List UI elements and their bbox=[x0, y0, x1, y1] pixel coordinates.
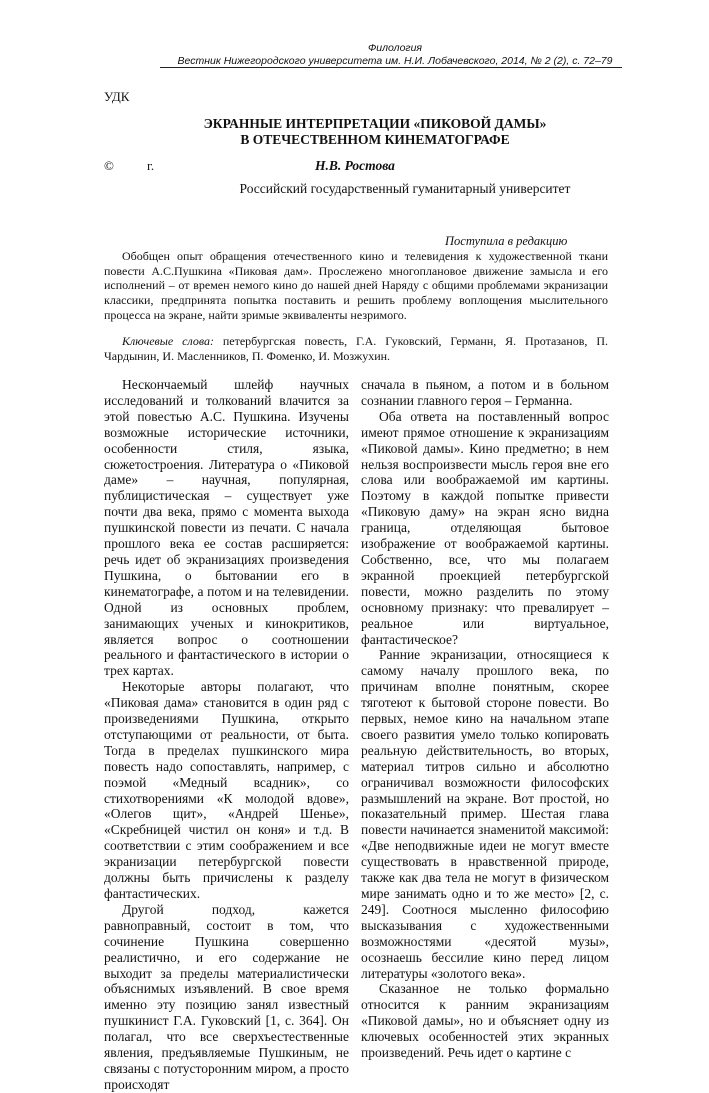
keywords bbox=[104, 334, 608, 363]
article-title bbox=[140, 116, 610, 148]
body-column-left bbox=[104, 377, 349, 1093]
keywords-label: Ключевые слова: bbox=[122, 334, 214, 348]
body-column-right bbox=[361, 377, 609, 1061]
affiliation: Российский государственный гуманитарный университет bbox=[239, 181, 571, 196]
paragraph: Оба ответа на поставленный вопрос имеют прямое отношение к экранизациям «Пиковой дамы». Кино предметно; в нем нельзя воспроизвести мысль героя вне его слова или воображаемой им картины. Поэтому в каждой попытке привести «Пиковую даму» на экран ясно видна граница, отделяющая бытовое изображение от воображаемой картины. Собственно, все, что мы полагаем экранной проекцией петербургской повести, можно разделить по этому основному признаку: что превалирует – реальное или виртуальное, фантастическое? bbox=[361, 408, 609, 647]
paragraph: Другой подход, кажется равноправный, состоит в том, что сочинение Пушкина совершенно реалистично, и его содержание не выходит за пределы материалистически объяснимых изъявлений. В свое время именно эту позицию занял известный пушкинист Г.А. Гуковский [1, с. 364]. Он полагал, что все сверхъестественные явления, предъявляемые Пушкиным, не связаны с потусторонним миром, а просто происходят bbox=[104, 901, 349, 1092]
paragraph: Ранние экранизации, относящиеся к самому началу прошлого века, по причинам вполне понятным, скорее тяготеют к бытовой стороне повести. Во первых, немое кино на начальном этапе своего развития умело только копировать реальную действительность, во вторых, материал титров сильно и абсолютно ограничивал возможности философских размышлений на экране. Вот простой, но показательный пример. Шестая глава повести начинается знаменитой максимой: «Две неподвижные идеи не могут вместе существовать в нравственной природе, также как два тела не могут в физическом мире занимать одно и то же место» [2, с. 249]. Соотнося мысленно философию высказывания с художественными возможностями «десятой музы», осознаешь бессилие кино перед лицом литературы «золотого века». bbox=[361, 647, 609, 981]
year-suffix: г. bbox=[147, 158, 155, 173]
paragraph: Нескончаемый шлейф научных исследований и толкований влачится за этой повестью А.С. Пушкина. Изучены возможные исторические источники, особенности стиля, языка, сюжетостроения. Литература о «Пиковой даме» – научная, популярная, публицистическая – существует уже почти два века, прямо с момента выхода пушкинской повести из печати. С начала прошлого века ее состав расширяется: речь идет об экранизациях произведения Пушкина, о бытовании его в кинематографе, а потом и на телевидении. Одной из основных проблем, занимающих ученых и кинокритиков, является вопрос о соотношении реального и фантастического в истории о трех картах. bbox=[104, 377, 349, 679]
copyright-symbol: © bbox=[104, 158, 114, 173]
title-line-1: ЭКРАННЫЕ ИНТЕРПРЕТАЦИИ «ПИКОВОЙ ДАМЫ» bbox=[203, 116, 547, 131]
paragraph: сначала в пьяном, а потом и в больном сознании главного героя – Германна. bbox=[361, 377, 609, 408]
udc-label: УДК bbox=[104, 89, 130, 104]
header-rule bbox=[160, 67, 622, 68]
journal-citation: Вестник Нижегородского университета им. Н.И. Лобачевского, 2014, № 2 (2), с. 72–79 bbox=[177, 55, 613, 67]
received-note: Поступила в редакцию bbox=[445, 234, 568, 248]
paragraph: Сказанное не только формально относится к ранним экранизациям «Пиковой дамы», но и объясняет одну из ключевых особенностей этих экранных произведений. Речь идет о картине с bbox=[361, 981, 609, 1061]
paragraph: Некоторые авторы полагают, что «Пиковая дама» становится в один ряд с произведениями Пушкина, открыто отступающими от реальности, от быта. Тогда в пределах пушкинского мира повесть надо сопоставлять, например, с поэмой «Медный всадник», со стихотворениями «К молодой вдове», «Олегов щит», «Андрей Шенье», «Скребницей чистил он коня» и т.д. В соответствии с этим соображением и все экранизации петербургской повести должны быть причислены к разделу фантастических. bbox=[104, 679, 349, 901]
journal-section: Филология bbox=[367, 42, 423, 54]
abstract: Обобщен опыт обращения отечественного кино и телевидения к художественной ткани повести А.С.Пушкина «Пиковая дам». Прослежено многоплановое движение замысла и его исполнений – от времен немого кино до нашей дней Наряду с общими проблемами экранизации классики, предпринята попытка поставить и решить проблему воплощения мыслительного процесса на экране, найти зримые эквиваленты незримого. bbox=[104, 249, 608, 322]
keywords-text: петербургская повесть, Г.А. Гуковский, Германн, Я. Протазанов, П. Чардынин, И. Масленников, П. Фоменко, И. Мозжухин. bbox=[104, 334, 609, 363]
author-name: Н.В. Ростова bbox=[315, 158, 395, 173]
running-header bbox=[160, 42, 630, 68]
title-line-2: В ОТЕЧЕСТВЕННОМ КИНЕМАТОГРАФЕ bbox=[240, 132, 510, 147]
